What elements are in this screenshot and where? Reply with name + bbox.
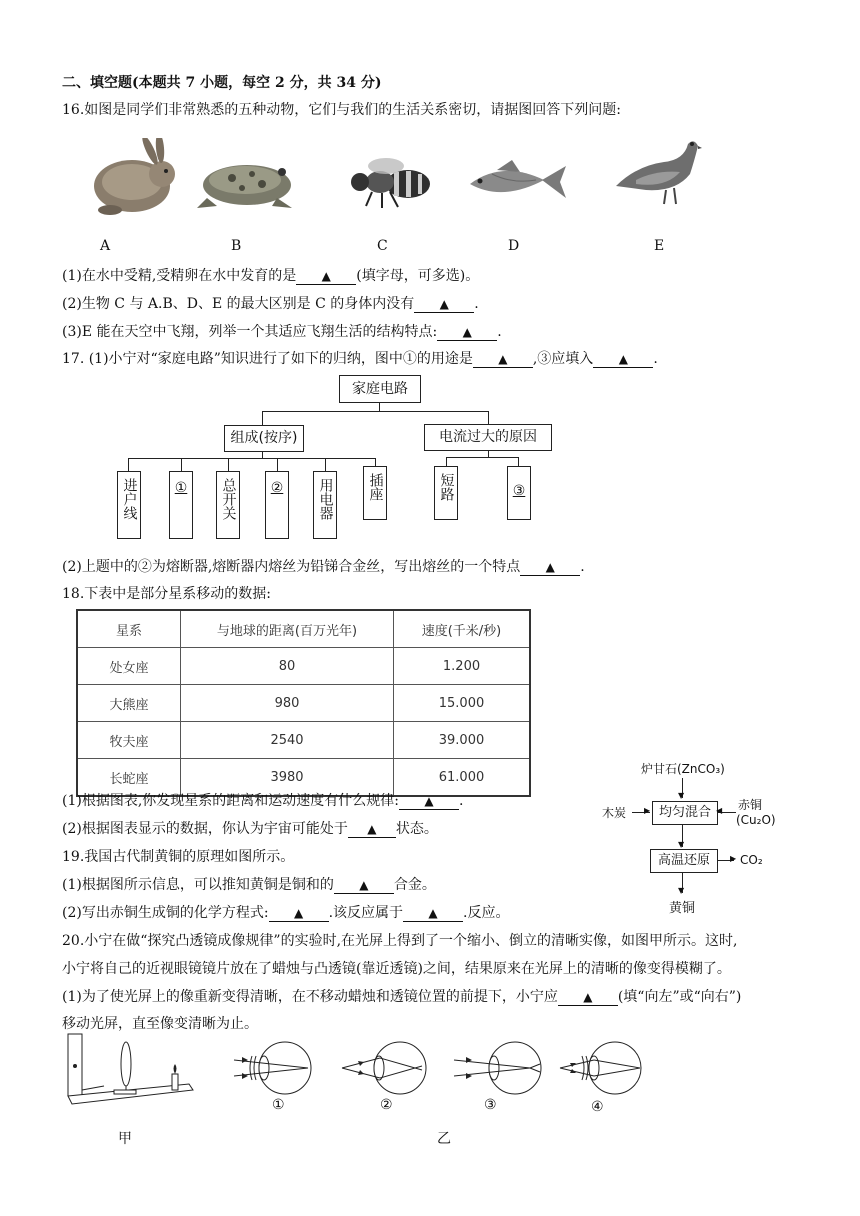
eye-label-4: ④ — [591, 1099, 604, 1115]
tree-right-branch: 电流过大的原因 — [424, 424, 552, 451]
animal-label-e: E — [654, 238, 665, 254]
section-title: 二、填空题(本题共 7 小题，每空 2 分，共 34 分) — [62, 75, 382, 91]
flow-right-label-2: (Cu₂O) — [736, 813, 776, 827]
tree-item-socket: 插座 — [363, 466, 387, 520]
answer-blank[interactable]: ▲ — [334, 877, 394, 894]
q20-part1: (1)为了使光屏上的像重新变得清晰，在不移动蜡烛和透镜位置的前提下，小宁应 ▲ (填“向左”或“向右”) — [62, 989, 742, 1005]
table-row — [77, 685, 530, 722]
figure-label-jia: 甲 — [118, 1131, 132, 1147]
flow-gas-label: CO₂ — [740, 853, 763, 867]
q20-part1-cont: 移动光屏，直至像变清晰为止。 — [62, 1016, 258, 1032]
answer-blank[interactable]: ▲ — [414, 296, 474, 313]
table-cell: 长蛇座 — [77, 759, 181, 797]
animal-label-a: A — [100, 238, 111, 254]
q16-stem: 16.如图是同学们非常熟悉的五种动物，它们与我们的生活关系密切，请据图回答下列问题: — [62, 102, 621, 118]
tree-item-blank-3: ③ — [507, 466, 531, 520]
table-cell: 牧夫座 — [77, 722, 181, 759]
q17-part2: (2)上题中的②为熔断器,熔断器内熔丝为铅锑合金丝，写出熔丝的一个特点 ▲ . — [62, 559, 585, 575]
arrow-right-icon: ▶ — [730, 854, 737, 863]
flow-left-label: 木炭 — [602, 806, 627, 820]
flow-box-mix: 均匀混合 — [652, 801, 718, 825]
arrow-down-icon: ▼ — [678, 791, 685, 800]
flow-box-reduce: 高温还原 — [650, 849, 718, 873]
bee-icon — [338, 150, 434, 212]
answer-blank[interactable]: ▲ — [399, 793, 459, 810]
answer-blank[interactable]: ▲ — [473, 351, 533, 368]
eye-label-2: ② — [380, 1097, 393, 1113]
answer-blank[interactable]: ▲ — [558, 989, 618, 1006]
eye-diagram-4 — [560, 1042, 641, 1094]
tree-item-appliance: 用电器 — [313, 471, 337, 539]
tree-item-entry-line: 进户线 — [117, 471, 141, 539]
q19-part1: (1)根据图所示信息，可以推知黄铜是铜和的 ▲ 合金。 — [62, 877, 436, 893]
frog-icon — [197, 150, 297, 212]
tree-root: 家庭电路 — [339, 375, 421, 403]
table-cell: 61.000 — [394, 759, 531, 797]
arrow-down-icon: ▼ — [678, 886, 685, 895]
answer-blank[interactable]: ▲ — [403, 905, 463, 922]
flow-top-label: 炉甘石(ZnCO₃) — [641, 762, 725, 776]
table-cell: 80 — [181, 648, 394, 685]
arrow-right-icon: ▶ — [644, 806, 651, 815]
q18-part1: (1)根据图表,你发现星系的距离和运动速度有什么规律: ▲ . — [62, 793, 464, 809]
eye-diagram-2 — [342, 1042, 426, 1094]
table-cell: 15.000 — [394, 685, 531, 722]
tree-item-short-circuit: 短路 — [434, 466, 458, 520]
arrow-down-icon: ▼ — [678, 840, 685, 849]
answer-blank[interactable]: ▲ — [296, 268, 356, 285]
table-cell: 39.000 — [394, 722, 531, 759]
eye-label-1: ① — [272, 1097, 285, 1113]
rabbit-icon — [80, 138, 180, 218]
animal-label-c: C — [377, 238, 388, 254]
q20-stem-line1: 20.小宁在做“探究凸透镜成像规律”的实验时,在光屏上得到了一个缩小、倒立的清晰实像，如图甲所示。这时, — [62, 933, 738, 949]
q19-part2: (2)写出赤铜生成铜的化学方程式: ▲ .该反应属于 ▲ .反应。 — [62, 905, 510, 921]
table-header-row — [77, 610, 530, 648]
table-header: 星系 — [77, 610, 181, 648]
optical-bench-figure — [64, 1030, 196, 1110]
table-row — [77, 648, 530, 685]
table-cell: 1.200 — [394, 648, 531, 685]
table-cell: 2540 — [181, 722, 394, 759]
q16-part1: (1)在水中受精,受精卵在水中发育的是 ▲ (填字母，可多选)。 — [62, 268, 480, 284]
eye-diagrams-figure — [230, 1040, 650, 1100]
animal-label-d: D — [508, 238, 520, 254]
table-cell: 3980 — [181, 759, 394, 797]
table-cell: 处女座 — [77, 648, 181, 685]
arrow-left-icon: ◀ — [716, 806, 723, 815]
fish-icon — [462, 158, 570, 208]
answer-blank[interactable]: ▲ — [348, 821, 396, 838]
eye-diagram-1 — [234, 1042, 311, 1094]
q18-stem: 18.下表中是部分星系移动的数据: — [62, 586, 271, 602]
q18-part2: (2)根据图表显示的数据，你认为宇宙可能处于 ▲ 状态。 — [62, 821, 438, 837]
tree-item-blank-2: ② — [265, 471, 289, 539]
tree-item-main-switch: 总开关 — [216, 471, 240, 539]
flow-bottom-label: 黄铜 — [669, 901, 696, 916]
flow-right-label-1: 赤铜 — [738, 798, 763, 812]
pigeon-icon — [606, 132, 702, 208]
tree-left-branch: 组成(按序) — [224, 425, 304, 452]
answer-blank[interactable]: ▲ — [437, 324, 497, 341]
table-cell: 980 — [181, 685, 394, 722]
q20-stem-line2: 小宁将自己的近视眼镜镜片放在了蜡烛与凸透镜(靠近透镜)之间，结果原来在光屏上的清晰的像变得模糊了。 — [62, 961, 731, 977]
table-header: 速度(千米/秒) — [394, 610, 531, 648]
answer-blank[interactable]: ▲ — [593, 351, 653, 368]
q16-part2: (2)生物 C 与 A.B、D、E 的最大区别是 C 的身体内没有 ▲ . — [62, 296, 479, 312]
table-row — [77, 722, 530, 759]
answer-blank[interactable]: ▲ — [520, 559, 580, 576]
figure-label-yi: 乙 — [437, 1131, 451, 1147]
q16-part3: (3)E 能在天空中飞翔，列举一个其适应飞翔生活的结构特点: ▲ . — [62, 324, 502, 340]
table-cell: 大熊座 — [77, 685, 181, 722]
answer-blank[interactable]: ▲ — [269, 905, 329, 922]
table-header: 与地球的距离(百万光年) — [181, 610, 394, 648]
q19-stem: 19.我国古代制黄铜的原理如图所示。 — [62, 849, 295, 865]
eye-diagram-3 — [454, 1042, 541, 1094]
galaxy-table — [76, 609, 531, 797]
q17-stem: 17. (1)小宁对“家庭电路”知识进行了如下的归纳，图中①的用途是 ▲ ,③应填入 ▲ . — [62, 351, 658, 367]
animal-label-b: B — [231, 238, 242, 254]
tree-item-blank-1: ① — [169, 471, 193, 539]
eye-label-3: ③ — [484, 1097, 497, 1113]
